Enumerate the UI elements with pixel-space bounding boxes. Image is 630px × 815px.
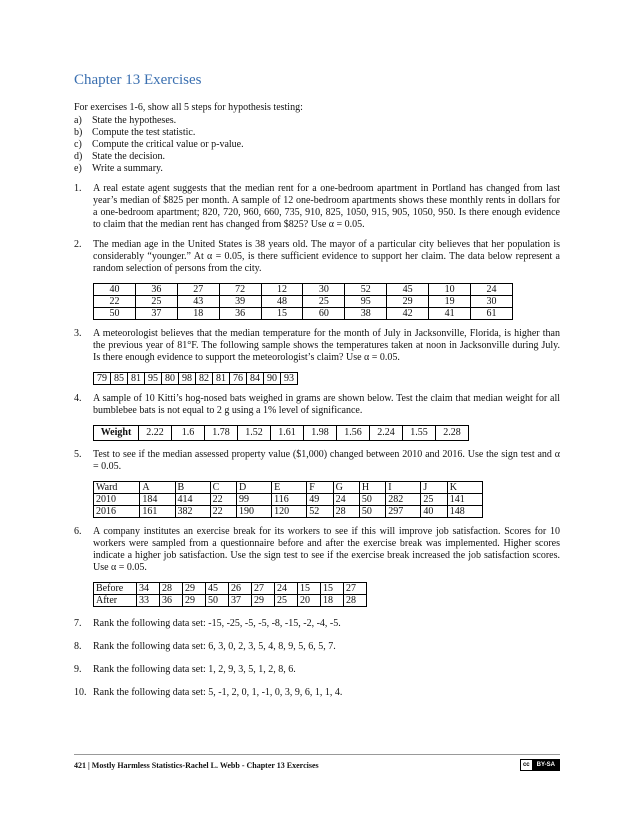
table-cell: 25 (303, 295, 345, 307)
table-cell: 297 (386, 505, 421, 517)
table-cell: 48 (261, 295, 303, 307)
table-cell: 141 (447, 493, 482, 505)
exercise-number: 1. (74, 182, 82, 194)
table-cell: K (447, 481, 482, 493)
table-cell: 120 (272, 505, 307, 517)
weight-table (93, 425, 469, 441)
table-cell: 81 (213, 372, 230, 384)
table-row (94, 481, 483, 493)
exercise-text: Rank the following data set: 1, 2, 9, 3, 5, 1, 2, 8, 6. (93, 663, 296, 675)
table-cell: 20 (298, 594, 321, 606)
step-item (74, 163, 560, 175)
document-page (74, 72, 560, 699)
table-cell: Ward (94, 481, 140, 493)
step-key: b) (74, 126, 83, 138)
table-cell: 2.28 (436, 425, 469, 440)
table-cell: 34 (137, 582, 160, 594)
footer-text: 421 | Mostly Harmless Statistics-Rachel L. Webb - Chapter 13 Exercises (74, 760, 319, 770)
exercise-text: Rank the following data set: -15, -25, -5, -5, -8, -15, -2, -4, -5. (93, 617, 341, 629)
table-cell: 27 (252, 582, 275, 594)
table-row (94, 493, 483, 505)
table-cell: 22 (210, 505, 236, 517)
page-title: Chapter 13 Exercises (74, 72, 202, 88)
step-item (74, 127, 560, 139)
exercise-9 (74, 664, 560, 676)
step-key: c) (74, 138, 82, 150)
step-text: Write a summary. (92, 162, 163, 174)
table-cell: 95 (345, 295, 387, 307)
table-cell: 95 (145, 372, 162, 384)
table-cell: 22 (94, 295, 136, 307)
table-cell: G (333, 481, 359, 493)
table-cell: 15 (298, 582, 321, 594)
table-cell: 382 (175, 505, 210, 517)
table-cell: 42 (387, 307, 429, 319)
table-row (94, 295, 513, 307)
table-cell: 148 (447, 505, 482, 517)
table-cell: 22 (210, 493, 236, 505)
exercise-4 (74, 393, 560, 441)
table-row (94, 307, 513, 319)
table-cell: 50 (359, 505, 385, 517)
table-cell: 29 (183, 582, 206, 594)
table-cell: 37 (229, 594, 252, 606)
table-cell: F (307, 481, 333, 493)
table-cell: 52 (345, 283, 387, 295)
table-cell: 1.56 (337, 425, 370, 440)
step-text: Compute the test statistic. (92, 126, 196, 138)
table-cell: 43 (177, 295, 219, 307)
table-cell: 45 (387, 283, 429, 295)
table-cell: 80 (162, 372, 179, 384)
table-cell: 29 (252, 594, 275, 606)
table-cell: 82 (196, 372, 213, 384)
table-cell: 24 (275, 582, 298, 594)
table-cell: 25 (135, 295, 177, 307)
table-cell: 36 (219, 307, 261, 319)
table-cell: 27 (344, 582, 367, 594)
by-sa-label: BY-SA (533, 760, 559, 770)
exercise-6 (74, 526, 560, 607)
table-cell: 50 (359, 493, 385, 505)
table-cell: D (236, 481, 271, 493)
table-cell: 90 (264, 372, 281, 384)
table-cell: 36 (160, 594, 183, 606)
table-cell: 19 (429, 295, 471, 307)
exercise-text: The median age in the United States is 38 years old. The mayor of a particular city believes that her population is considerably “younger.” At α = 0.05, is there sufficient evidence to support her claim. The data below represent a random selection of persons from the city. (93, 238, 560, 274)
table-cell: 38 (345, 307, 387, 319)
steps-list (74, 115, 560, 175)
step-key: e) (74, 162, 82, 174)
table-cell: 1.61 (271, 425, 304, 440)
exercise-number: 6. (74, 525, 82, 537)
table-cell: 15 (321, 582, 344, 594)
step-text: State the hypotheses. (92, 114, 177, 126)
property-table (93, 481, 483, 518)
table-row (94, 425, 469, 440)
table-cell: 25 (421, 493, 447, 505)
step-text: Compute the critical value or p-value. (92, 138, 244, 150)
table-cell: 41 (429, 307, 471, 319)
exercise-number: 10. (74, 686, 87, 698)
table-cell: 61 (471, 307, 513, 319)
table-row (94, 594, 367, 606)
table-cell: 25 (275, 594, 298, 606)
table-cell: 99 (236, 493, 271, 505)
table-cell: 2016 (94, 505, 140, 517)
table-cell: 190 (236, 505, 271, 517)
table-cell: 93 (281, 372, 298, 384)
table-cell: 30 (471, 295, 513, 307)
exercise-text: A real estate agent suggests that the median rent for a one-bedroom apartment in Portland has changed from last year’s median of $825 per month. A sample of 12 one-bedroom apartments shows these monthly rents in dollars for a one-bedroom apartment; 820, 720, 960, 660, 735, 910, 825, 1050, 915, 905, 1050, 950. Is there enough evidence to claim that the median rent has changed from $825? Use α = 0.05. (93, 182, 560, 230)
exercise-number: 3. (74, 327, 82, 339)
table-cell: 1.55 (403, 425, 436, 440)
table-cell: 76 (230, 372, 247, 384)
table-cell: 40 (94, 283, 136, 295)
exercise-number: 8. (74, 640, 82, 652)
table-cell: 184 (140, 493, 175, 505)
exercise-number: 4. (74, 392, 82, 404)
table-cell: 2.22 (139, 425, 172, 440)
table-row (94, 582, 367, 594)
exercise-number: 9. (74, 663, 82, 675)
table-cell: 52 (307, 505, 333, 517)
intro-text: For exercises 1-6, show all 5 steps for hypothesis testing: (74, 102, 303, 113)
exercise-number: 2. (74, 238, 82, 250)
table-cell: 18 (177, 307, 219, 319)
table-cell: 10 (429, 283, 471, 295)
temperature-table (93, 372, 298, 385)
table-cell: 28 (333, 505, 359, 517)
exercise-2 (74, 239, 560, 320)
table-cell: 37 (135, 307, 177, 319)
table-cell: 15 (261, 307, 303, 319)
table-cell: 1.6 (172, 425, 205, 440)
exercise-5 (74, 449, 560, 518)
table-cell: B (175, 481, 210, 493)
table-cell: 85 (111, 372, 128, 384)
exercise-text: A meteorologist believes that the median temperature for the month of July in Jacksonville, Florida, is higher than the previous year of 81°F. The following sample shows the temperatures taken at noon in Jacksonville during July. Is there enough evidence to support the meteorologist’s claim? Use α = 0.05. (93, 327, 560, 363)
table-cell: 40 (421, 505, 447, 517)
table-cell: 1.52 (238, 425, 271, 440)
table-cell: 24 (333, 493, 359, 505)
exercise-number: 5. (74, 448, 82, 460)
exercise-3 (74, 328, 560, 385)
step-key: d) (74, 150, 83, 162)
table-cell: I (386, 481, 421, 493)
exercise-number: 7. (74, 617, 82, 629)
step-item (74, 139, 560, 151)
table-cell: 1.98 (304, 425, 337, 440)
cc-label: cc (521, 760, 533, 770)
table-cell: 50 (206, 594, 229, 606)
table-cell: 49 (307, 493, 333, 505)
table-cell: 28 (160, 582, 183, 594)
table-cell: 26 (229, 582, 252, 594)
table-cell: C (210, 481, 236, 493)
exercise-text: A company institutes an exercise break for its workers to see if this will improve job satisfaction. Scores for 10 workers were sampled from a questionnaire before and after the exercise break was implemented. Higher scores indicate a higher job satisfaction. Use the sign test to see if the exercise break increased the job satisfaction scores. Use α = 0.05. (93, 525, 560, 573)
table-cell: 39 (219, 295, 261, 307)
table-cell: 98 (179, 372, 196, 384)
table-cell: 414 (175, 493, 210, 505)
table-cell: 36 (135, 283, 177, 295)
table-cell: 2.24 (370, 425, 403, 440)
table-cell: 116 (272, 493, 307, 505)
satisfaction-table (93, 582, 367, 607)
step-text: State the decision. (92, 150, 166, 162)
table-cell: 29 (387, 295, 429, 307)
exercise-text: Rank the following data set: 5, -1, 2, 0, 1, -1, 0, 3, 9, 6, 1, 1, 4. (93, 686, 343, 698)
table-cell: H (359, 481, 385, 493)
table-row (94, 505, 483, 517)
table-row (94, 283, 513, 295)
table-cell: J (421, 481, 447, 493)
table-cell: 12 (261, 283, 303, 295)
step-key: a) (74, 114, 82, 126)
table-cell: 29 (183, 594, 206, 606)
table-cell: 33 (137, 594, 160, 606)
table-cell: 27 (177, 283, 219, 295)
exercise-1 (74, 183, 560, 231)
step-item (74, 151, 560, 163)
exercise-10 (74, 687, 560, 699)
table-cell: 72 (219, 283, 261, 295)
age-table (93, 283, 513, 320)
table-cell: E (272, 481, 307, 493)
table-cell: 30 (303, 283, 345, 295)
table-cell: 161 (140, 505, 175, 517)
exercise-7 (74, 618, 560, 630)
table-header-cell: Weight (94, 425, 139, 440)
table-cell: 2010 (94, 493, 140, 505)
exercise-text: Test to see if the median assessed property value ($1,000) changed between 2010 and 2016. Use the sign test and α = 0.05. (93, 448, 560, 472)
step-item (74, 115, 560, 127)
table-cell: 24 (471, 283, 513, 295)
table-cell: 18 (321, 594, 344, 606)
table-cell: 45 (206, 582, 229, 594)
table-cell: A (140, 481, 175, 493)
table-cell: 282 (386, 493, 421, 505)
page-footer (74, 754, 560, 771)
table-cell: 28 (344, 594, 367, 606)
table-cell: 60 (303, 307, 345, 319)
table-row (94, 372, 298, 384)
table-cell: 81 (128, 372, 145, 384)
exercise-8 (74, 641, 560, 653)
table-cell: After (94, 594, 137, 606)
exercise-text: A sample of 10 Kitti’s hog-nosed bats weighed in grams are shown below. Test the claim that median weight for all bumblebee bats is not equal to 2 g using a 1% level of significance. (93, 392, 560, 416)
table-cell: 1.78 (205, 425, 238, 440)
table-cell: 50 (94, 307, 136, 319)
table-cell: 84 (247, 372, 264, 384)
license-badge-icon[interactable] (520, 759, 560, 771)
table-cell: 79 (94, 372, 111, 384)
table-cell: Before (94, 582, 137, 594)
exercise-text: Rank the following data set: 6, 3, 0, 2, 3, 5, 4, 8, 9, 5, 6, 5, 7. (93, 640, 336, 652)
